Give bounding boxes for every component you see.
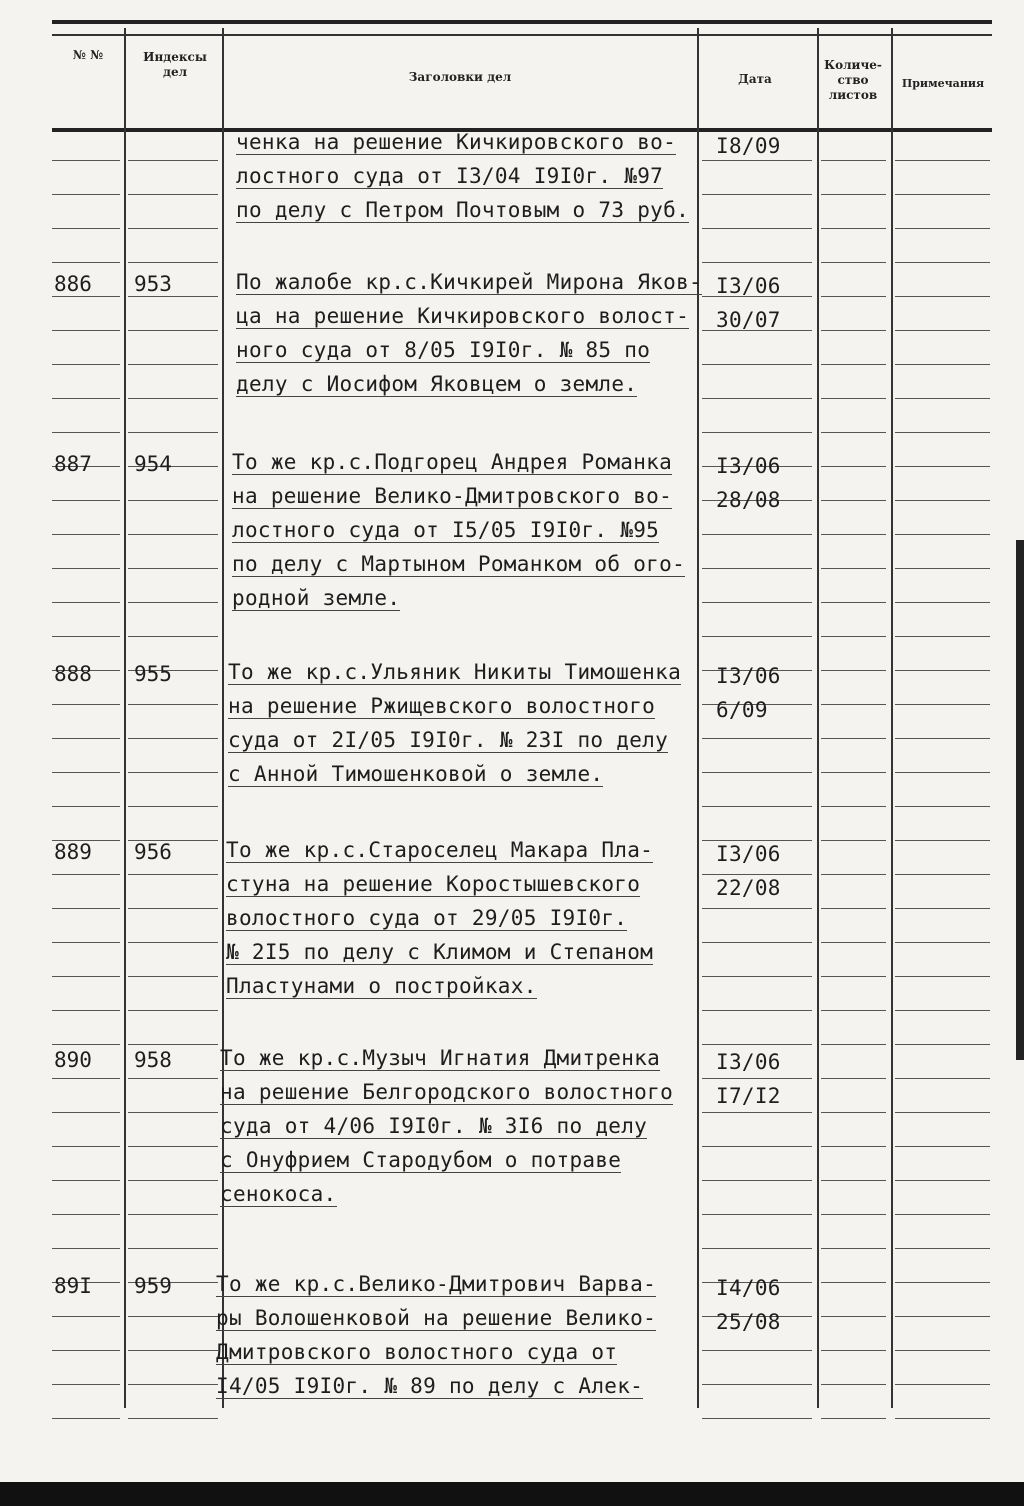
ruled-line [895,194,990,195]
ruled-line [702,194,812,195]
ruled-line [52,500,120,501]
ruled-line [128,806,218,807]
ruled-line [821,670,886,671]
ruled-line [895,874,990,875]
ruled-line [821,1078,886,1079]
ruled-line [128,432,218,433]
entry-index: 958 [134,1048,172,1072]
entry-date: 25/08 [716,1310,781,1334]
ruled-line [821,1044,886,1045]
entry-index: 955 [134,662,172,686]
scan-edge-shadow [1016,540,1024,1060]
entry-title-line: суда от 2I/05 I9I0г. № 23I по делу [228,728,669,752]
ruled-line [821,534,886,535]
entry-number: 890 [54,1048,92,1072]
ruled-line [895,1180,990,1181]
ruled-line [702,1214,812,1215]
entry-date: I3/06 [716,454,781,478]
ruled-line [52,1214,120,1215]
ruled-line [128,1316,218,1317]
ruled-line [702,228,812,229]
header-date: Дата [738,72,772,86]
col-divider-4 [817,28,819,1408]
ruled-line [128,704,218,705]
entry-date: I3/06 [716,842,781,866]
entry-title-line: на решение Белгородского волостного [220,1080,674,1104]
ruled-line [128,602,218,603]
ruled-line [895,1044,990,1045]
ruled-line [821,1316,886,1317]
header-title: Заголовки дел [408,70,512,84]
ruled-line [702,1248,812,1249]
entry-title-line: волостного суда от 29/05 I9I0г. [226,906,628,930]
ruled-line [52,228,120,229]
ruled-line [895,602,990,603]
header-count: Количе-ство листов [824,58,882,102]
ruled-line [702,806,812,807]
ruled-line [52,1010,120,1011]
ruled-line [52,262,120,263]
ruled-line [128,1112,218,1113]
ruled-line [702,534,812,535]
ruled-line [821,908,886,909]
ruled-line [895,1010,990,1011]
ruled-line [702,1384,812,1385]
ruled-line [702,636,812,637]
ruled-line [895,1112,990,1113]
ruled-line [128,942,218,943]
ruled-line [895,670,990,671]
ruled-line [702,1418,812,1419]
ruled-line [702,398,812,399]
entry-index: 954 [134,452,172,476]
ruled-line [128,1384,218,1385]
ruled-line [895,1146,990,1147]
ruled-line [895,296,990,297]
ruled-line [52,534,120,535]
top-border-inner [52,34,992,36]
ruled-line [895,330,990,331]
ruled-line [895,636,990,637]
entry-index: 956 [134,840,172,864]
entry-title-line: лостного суда от I3/04 I9I0г. №97 [236,164,664,188]
ruled-line [821,228,886,229]
entry-index: 953 [134,272,172,296]
ruled-line [821,738,886,739]
entry-title-line: I4/05 I9I0г. № 89 по делу с Алек- [216,1374,644,1398]
ruled-line [895,466,990,467]
ruled-line [128,772,218,773]
ruled-line [702,568,812,569]
ruled-line [895,840,990,841]
entry-title-line: по делу с Мартыном Романком об ого- [232,552,686,576]
ruled-line [52,908,120,909]
ruled-line [702,1010,812,1011]
ruled-line [128,1078,218,1079]
entry-title-line: Дмитровского волостного суда от [216,1340,618,1364]
ruled-line [895,534,990,535]
entry-title-line: ры Волошенковой на решение Велико- [216,1306,657,1330]
ruled-line [52,636,120,637]
ruled-line [821,1350,886,1351]
ruled-line [895,738,990,739]
ruled-line [895,398,990,399]
ruled-line [821,1214,886,1215]
ruled-line [128,398,218,399]
ruled-line [821,364,886,365]
ruled-line [52,398,120,399]
ruled-line [128,1180,218,1181]
entry-title-line: Пластунами о постройках. [226,974,537,998]
entry-number: 886 [54,272,92,296]
entry-title-line: № 2I5 по делу с Климом и Степаном [226,940,654,964]
ruled-line [52,364,120,365]
ruled-line [128,194,218,195]
ruled-line [52,976,120,977]
entry-title-line: То же кр.с.Ульяник Никиты Тимошенка [228,660,682,684]
entry-title-line: на решение Ржищевского волостного [228,694,656,718]
ruled-line [821,942,886,943]
ruled-line [821,432,886,433]
entry-title-line: с Онуфрием Стародубом о потраве [220,1148,622,1172]
ruled-line [52,1248,120,1249]
ruled-line [52,1316,120,1317]
ruled-line [821,1418,886,1419]
ruled-line [895,1418,990,1419]
ruled-line [895,1248,990,1249]
ruled-line [128,1146,218,1147]
ruled-line [52,874,120,875]
ruled-line [128,1248,218,1249]
ruled-line [128,534,218,535]
ruled-line [52,942,120,943]
ruled-line [821,296,886,297]
ruled-line [895,1214,990,1215]
ruled-line [52,330,120,331]
ruled-line [128,636,218,637]
ruled-line [895,1350,990,1351]
ruled-line [128,160,218,161]
ruled-line [821,330,886,331]
ruled-line [52,1044,120,1045]
ruled-line [821,976,886,977]
ruled-line [895,772,990,773]
ruled-line [702,1180,812,1181]
entry-title-line: суда от 4/06 I9I0г. № 3I6 по делу [220,1114,648,1138]
ruled-line [821,194,886,195]
ruled-line [821,1248,886,1249]
ruled-line [128,874,218,875]
ruled-line [821,636,886,637]
ruled-line [52,738,120,739]
ruled-line [702,772,812,773]
ruled-line [702,364,812,365]
ruled-line [895,908,990,909]
ruled-line [702,1350,812,1351]
ruled-line [895,500,990,501]
header-num: № № [72,48,104,62]
entry-number: 89I [54,1274,92,1298]
entry-title-line: ца на решение Кичкировского волост- [236,304,690,328]
entry-title-line: ченка на решение Кичкировского во- [236,130,677,154]
ruled-line [702,160,812,161]
ruled-line [895,704,990,705]
ruled-line [52,160,120,161]
ruled-line [128,1350,218,1351]
entry-date: 28/08 [716,488,781,512]
entry-date: I3/06 [716,664,781,688]
ruled-line [128,568,218,569]
ruled-line [821,1282,886,1283]
entry-date: I7/I2 [716,1084,781,1108]
ruled-line [52,432,120,433]
ruled-line [821,1112,886,1113]
header-index: Индексы дел [143,50,207,79]
ruled-line [52,296,120,297]
ruled-line [128,364,218,365]
ruled-line [702,1146,812,1147]
ruled-line [895,364,990,365]
col-divider-5 [891,28,893,1408]
ruled-line [821,262,886,263]
ruled-line [52,194,120,195]
entry-title-line: лостного суда от I5/05 I9I0г. №95 [232,518,660,542]
ruled-line [821,1010,886,1011]
ruled-line [52,1180,120,1181]
ruled-line [821,806,886,807]
ruled-line [702,1078,812,1079]
ruled-line [702,840,812,841]
ruled-line [702,1112,812,1113]
ruled-line [895,568,990,569]
ruled-line [702,602,812,603]
entry-number: 889 [54,840,92,864]
ruled-line [821,1146,886,1147]
entry-title-line: То же кр.с.Музыч Игнатия Дмитренка [220,1046,661,1070]
ruled-line [52,1112,120,1113]
ruled-line [52,1418,120,1419]
entry-title-line: То же кр.с.Подгорец Андрея Романка [232,450,673,474]
ruled-line [895,1282,990,1283]
ruled-line [702,432,812,433]
ruled-line [52,568,120,569]
ruled-line [821,1384,886,1385]
scan-bottom-edge [0,1482,1024,1506]
ruled-line [52,1384,120,1385]
entry-title-line: стуна на решение Коростышевского [226,872,641,896]
entry-index: 959 [134,1274,172,1298]
entry-number: 888 [54,662,92,686]
entry-title-line: ного суда от 8/05 I9I0г. № 85 по [236,338,651,362]
entry-title-line: с Анной Тимошенковой о земле. [228,762,604,786]
entry-title-line: То же кр.с.Староселец Макара Пла- [226,838,654,862]
ruled-line [821,840,886,841]
ruled-line [895,806,990,807]
ruled-line [821,704,886,705]
entry-title-line: сенокоса. [220,1182,337,1206]
ruled-line [52,1350,120,1351]
ruled-line [895,432,990,433]
top-border [52,20,992,24]
entry-title-line: родной земле. [232,586,401,610]
ruled-line [702,942,812,943]
ruled-line [821,568,886,569]
ruled-line [128,1010,218,1011]
ruled-line [702,976,812,977]
ruled-line [895,1078,990,1079]
ruled-line [895,976,990,977]
col-divider-3 [697,28,699,1408]
ruled-line [895,942,990,943]
ruled-line [128,1214,218,1215]
ruled-line [128,228,218,229]
entry-date: I3/06 [716,1050,781,1074]
ruled-line [128,908,218,909]
ruled-line [128,296,218,297]
ruled-line [821,398,886,399]
ruled-line [52,772,120,773]
ruled-line [128,1418,218,1419]
entry-title-line: на решение Велико-Дмитровского во- [232,484,673,508]
ruled-line [128,500,218,501]
col-divider-1 [124,28,126,1408]
entry-title-line: по делу с Петром Почтовым о 73 руб. [236,198,690,222]
ruled-line [702,262,812,263]
ruled-line [128,1044,218,1045]
ruled-line [128,738,218,739]
ruled-line [702,738,812,739]
ruled-line [821,772,886,773]
entry-title-line: делу с Иосифом Яковцем о земле. [236,372,638,396]
ruled-line [702,1044,812,1045]
entry-date: I4/06 [716,1276,781,1300]
ruled-line [128,262,218,263]
ruled-line [895,160,990,161]
ruled-line [821,160,886,161]
entry-title-line: По жалобе кр.с.Кичкирей Мирона Яков- [236,270,702,294]
entry-number: 887 [54,452,92,476]
entry-date: I3/06 [716,274,781,298]
ruled-line [52,704,120,705]
ruled-line [52,1146,120,1147]
ruled-line [895,262,990,263]
ruled-line [52,1078,120,1079]
ruled-line [128,330,218,331]
entry-date: 6/09 [716,698,768,722]
ruled-line [821,466,886,467]
ruled-line [895,1316,990,1317]
ruled-line [821,602,886,603]
ruled-line [821,500,886,501]
header-notes: Примечания [901,77,985,90]
entry-title-line: То же кр.с.Велико-Дмитрович Варва- [216,1272,657,1296]
ruled-line [821,874,886,875]
entry-date: I8/09 [716,134,781,158]
ruled-line [895,1384,990,1385]
entry-date: 22/08 [716,876,781,900]
entry-date: 30/07 [716,308,781,332]
ruled-line [52,806,120,807]
ruled-line [52,602,120,603]
ruled-line [702,908,812,909]
ruled-line [895,228,990,229]
ruled-line [821,1180,886,1181]
ruled-line [128,976,218,977]
ruled-line [702,874,812,875]
